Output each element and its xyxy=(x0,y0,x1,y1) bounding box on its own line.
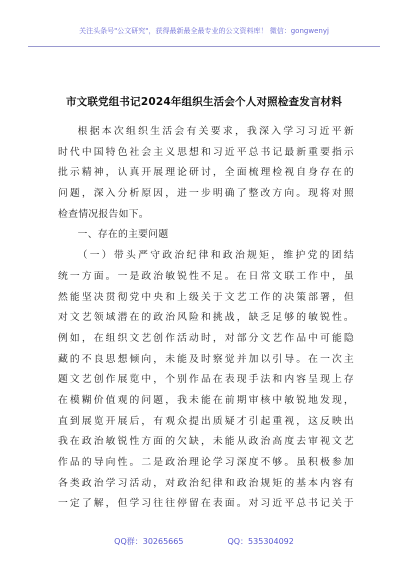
paragraph-line: 根据本次组织生活会有关要求，我深入学习习近平新 xyxy=(77,126,354,137)
footer xyxy=(0,536,408,547)
paragraph-line: 问题，深入分析原因，进一步明确了整改方向。现将对照 xyxy=(58,188,354,200)
footer-qq-group: QQ群：30265665 xyxy=(114,537,184,546)
document-body xyxy=(58,122,354,515)
paragraph-line: 批示精神，认真开展理论研讨，全面梳理检视自身存在的 xyxy=(58,167,354,179)
footer-qq: QQ：535304092 xyxy=(227,537,294,546)
paragraph-line: 例如，在组织文艺创作活动时，对部分文艺作品中可能隐 xyxy=(58,332,354,344)
paragraph-line: 各类政治学习活动，对政治纪律和政治规矩的基本内容有 xyxy=(58,477,354,489)
paragraph-line: 对文艺领域潜在的政治风险和挑战，缺乏足够的敏锐性。 xyxy=(58,312,354,324)
paragraph-line: 时代中国特色社会主义思想和习近平总书记最新重要指示 xyxy=(58,146,354,158)
paragraph-line: 然能坚决贯彻党中央和上级关于文艺工作的决策部署，但 xyxy=(58,291,354,303)
section-heading: 一、存在的主要问题 xyxy=(77,229,169,241)
paragraph-line: 统一方面。一是政治敏锐性不足。在日常文联工作中，虽 xyxy=(58,270,354,282)
paragraph-line: 在模糊价值观的问题，我未能在前期审核中敏锐地发现， xyxy=(58,394,354,406)
paragraph-line: 题文艺创作展览中，个别作品在表现手法和内容呈现上存 xyxy=(58,374,354,386)
paragraph-line: 一定了解，但学习往往停留在表面。对习近平总书记关于 xyxy=(58,498,354,510)
paragraph-line: 作品的导向性。二是政治理论学习深度不够。虽积极参加 xyxy=(58,457,354,468)
header-divider xyxy=(28,46,380,47)
header-banner: 关注头条号"公文研究"，获得最新最全最专业的公文资料库！ 微信：gongwenyj xyxy=(79,27,329,35)
paragraph-line: 直到展览开展后，有观众提出质疑才引起重视，这反映出 xyxy=(58,415,354,427)
paragraph-line: 检查情况报告如下。 xyxy=(58,208,149,220)
document-title: 市文联党组书记2024年组织生活会个人对照检查发言材料 xyxy=(65,96,343,108)
paragraph-line: 藏的不良思想倾向，未能及时察觉并加以引导。在一次主 xyxy=(58,353,354,365)
paragraph-line: 我在政治敏锐性方面的欠缺，未能从政治高度去审视文艺 xyxy=(58,436,354,448)
paragraph-line: （一）带头严守政治纪律和政治规矩，维护党的团结 xyxy=(77,250,354,262)
